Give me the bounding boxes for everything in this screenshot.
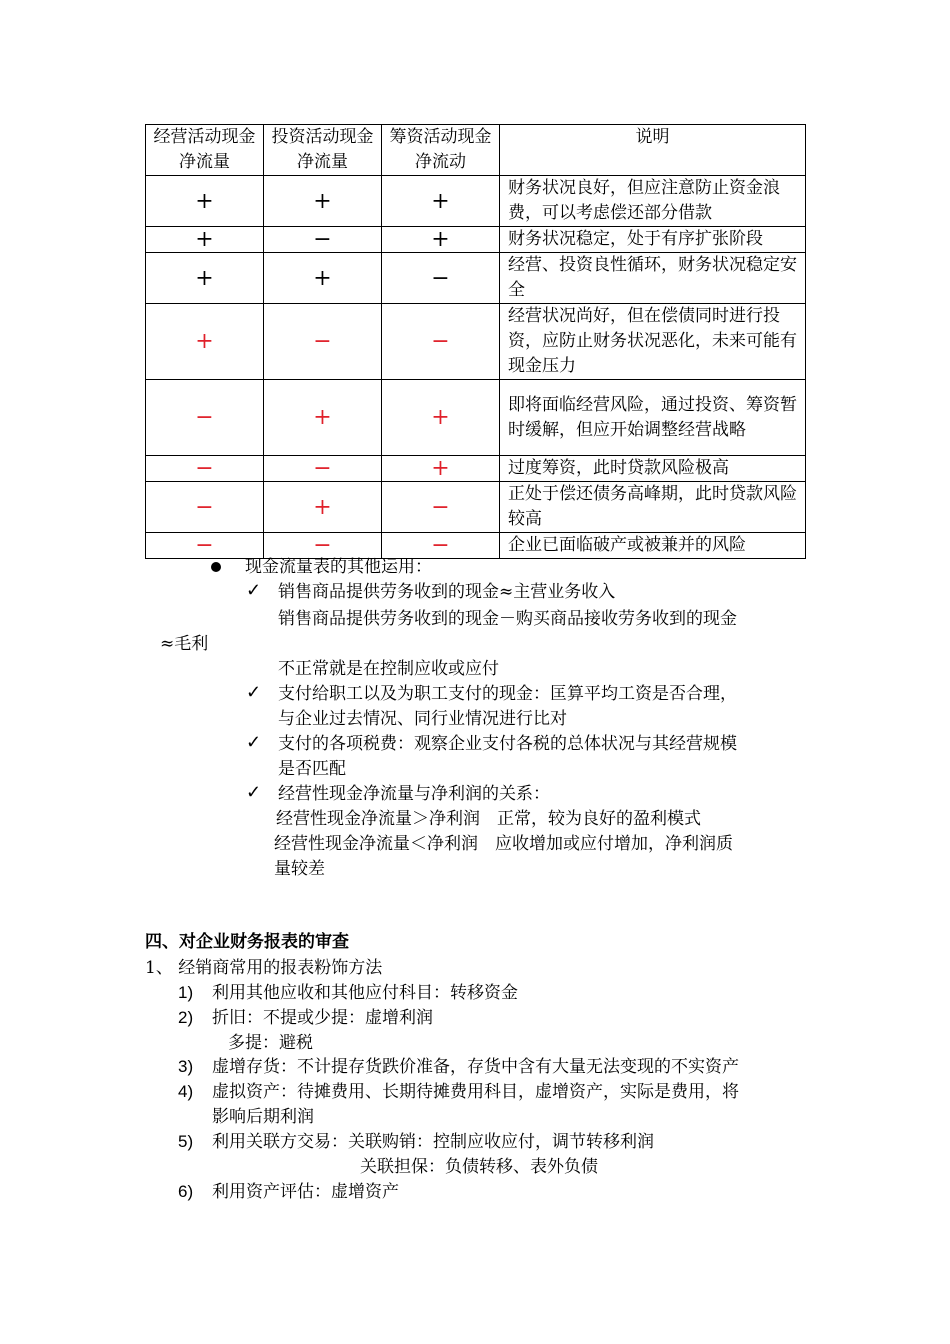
operating-sign: + bbox=[146, 227, 264, 253]
header-financing: 筹资活动现金净流动 bbox=[382, 125, 500, 176]
other-uses-item-4: 经营性现金净流量与净利润的关系： bbox=[278, 784, 550, 804]
other-uses-item-1-line2: 销售商品提供劳务收到的现金－购买商品接收劳务收到的现金 bbox=[278, 609, 737, 629]
section-subheading: 1、 经销商常用的报表粉饰方法 bbox=[145, 958, 383, 978]
checkmark-icon: ✓ bbox=[246, 732, 262, 753]
other-uses-item-2-cont: 与企业过去情况、同行业情况进行比对 bbox=[278, 709, 567, 729]
operating-sign: + bbox=[146, 304, 264, 380]
operating-sign: − bbox=[146, 533, 264, 559]
list-item-cont: 多提：避税 bbox=[228, 1033, 313, 1053]
row-description: 财务状况稳定，处于有序扩张阶段 bbox=[500, 227, 806, 253]
investing-sign: − bbox=[264, 304, 382, 380]
operating-sign: − bbox=[146, 380, 264, 456]
financing-sign: + bbox=[382, 456, 500, 482]
financing-sign: − bbox=[382, 482, 500, 533]
table-header-row bbox=[146, 125, 806, 176]
list-item-cont: 关联担保：负债转移、表外负债 bbox=[360, 1157, 598, 1177]
list-item: 利用关联方交易：关联购销：控制应收应付，调节转移利润 bbox=[212, 1132, 654, 1152]
financing-sign: + bbox=[382, 227, 500, 253]
list-item: 虚增存货：不计提存货跌价准备，存货中含有大量无法变现的不实资产 bbox=[212, 1057, 739, 1077]
operating-sign: + bbox=[146, 253, 264, 304]
section-heading: 四、对企业财务报表的审查 bbox=[145, 932, 349, 952]
row-description: 企业已面临破产或被兼并的风险 bbox=[500, 533, 806, 559]
bullet-icon bbox=[211, 562, 221, 572]
list-number: 4) bbox=[178, 1082, 194, 1101]
checkmark-icon: ✓ bbox=[246, 580, 262, 601]
other-uses-item-3-cont: 是否匹配 bbox=[278, 759, 346, 779]
other-uses-item-2: 支付给职工以及为职工支付的现金：匡算平均工资是否合理， bbox=[278, 684, 737, 704]
checkmark-icon: ✓ bbox=[246, 682, 262, 703]
list-item: 利用其他应收和其他应付科目：转移资金 bbox=[212, 983, 518, 1003]
row-description: 经营、投资良性循环，财务状况稳定安全 bbox=[500, 253, 806, 304]
investing-sign: − bbox=[264, 227, 382, 253]
row-description: 经营状况尚好，但在偿债同时进行投资，应防止财务状况恶化，未来可能有现金压力 bbox=[500, 304, 806, 380]
operating-sign: − bbox=[146, 482, 264, 533]
table-row bbox=[146, 456, 806, 482]
list-number: 2) bbox=[178, 1008, 194, 1027]
other-uses-item-4-line1: 经营性现金净流量＞净利润 正常，较为良好的盈利模式 bbox=[276, 809, 701, 829]
table-row bbox=[146, 227, 806, 253]
row-description: 过度筹资，此时贷款风险极高 bbox=[500, 456, 806, 482]
investing-sign: + bbox=[264, 380, 382, 456]
list-number: 6) bbox=[178, 1182, 194, 1201]
list-number: 3) bbox=[178, 1057, 194, 1076]
investing-sign: + bbox=[264, 482, 382, 533]
row-description: 即将面临经营风险，通过投资、筹资暂时缓解，但应开始调整经营战略 bbox=[500, 380, 806, 456]
row-description: 财务状况良好，但应注意防止资金浪费，可以考虑偿还部分借款 bbox=[500, 176, 806, 227]
operating-sign: + bbox=[146, 176, 264, 227]
header-description: 说明 bbox=[500, 125, 806, 176]
table-row bbox=[146, 482, 806, 533]
investing-sign: + bbox=[264, 253, 382, 304]
other-uses-item-3: 支付的各项税费：观察企业支付各税的总体状况与其经营规模 bbox=[278, 734, 737, 754]
header-investing: 投资活动现金净流量 bbox=[264, 125, 382, 176]
header-operating: 经营活动现金净流量 bbox=[146, 125, 264, 176]
list-item: 折旧：不提或少提：虚增利润 bbox=[212, 1008, 433, 1028]
other-uses-item-1: 销售商品提供劳务收到的现金≈主营业务收入 bbox=[278, 582, 616, 602]
investing-sign: − bbox=[264, 456, 382, 482]
other-uses-item-4-line3: 量较差 bbox=[274, 859, 325, 879]
financing-sign: − bbox=[382, 533, 500, 559]
investing-sign: + bbox=[264, 176, 382, 227]
financing-sign: + bbox=[382, 380, 500, 456]
row-description: 正处于偿还债务高峰期，此时贷款风险较高 bbox=[500, 482, 806, 533]
list-item-cont: 影响后期利润 bbox=[212, 1107, 314, 1127]
checkmark-icon: ✓ bbox=[246, 782, 262, 803]
financing-sign: − bbox=[382, 253, 500, 304]
investing-sign: − bbox=[264, 533, 382, 559]
list-number: 1) bbox=[178, 983, 194, 1002]
list-item: 虚拟资产：待摊费用、长期待摊费用科目，虚增资产，实际是费用，将 bbox=[212, 1082, 739, 1102]
other-uses-item-1-line3: 不正常就是在控制应收或应付 bbox=[278, 659, 499, 679]
table-row bbox=[146, 176, 806, 227]
financing-sign: − bbox=[382, 304, 500, 380]
table-row bbox=[146, 304, 806, 380]
table-row bbox=[146, 253, 806, 304]
list-item: 利用资产评估：虚增资产 bbox=[212, 1182, 399, 1202]
other-uses-item-4-line2: 经营性现金净流量＜净利润 应收增加或应付增加，净利润质 bbox=[274, 834, 733, 854]
table-row bbox=[146, 380, 806, 456]
other-uses-item-1-line2-cont: ≈毛利 bbox=[160, 634, 209, 654]
operating-sign: − bbox=[146, 456, 264, 482]
financing-sign: + bbox=[382, 176, 500, 227]
cash-flow-table bbox=[145, 124, 806, 559]
other-uses-title: 现金流量表的其他运用： bbox=[245, 557, 432, 577]
list-number: 5) bbox=[178, 1132, 194, 1151]
